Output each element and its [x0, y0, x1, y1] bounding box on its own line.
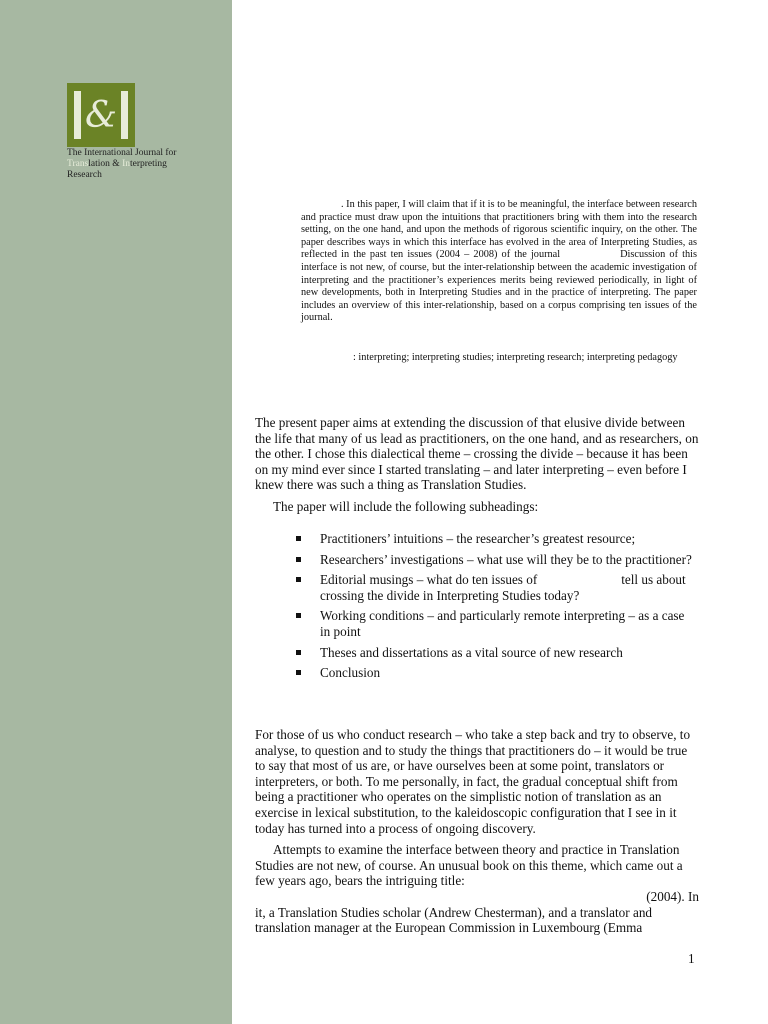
journal-name	[67, 148, 217, 181]
square-bullet-icon	[296, 670, 301, 675]
keywords-text: : interpreting; interpreting studies; interpreting research; interpreting pedagogy	[353, 352, 678, 363]
list-item-text-part2: tell us about crossing the divide in Interpreting Studies today?	[320, 572, 686, 603]
section-one-paragraph2-continued: it, a Translation Studies scholar (Andrew Chesterman), and a translator and translation manager at the European Commission in Luxembourg (Emma	[255, 904, 653, 936]
list-item	[296, 645, 696, 661]
list-item	[296, 531, 696, 547]
section-one-paragraph2: Attempts to examine the interface between theory and practice in Translation Studies are not new, of course. An unusual book on this theme, which came out a few years ago, bears the intriguing title:	[255, 842, 683, 889]
section-one	[255, 727, 699, 936]
intro-paragraph: The present paper aims at extending the discussion of that elusive divide between the life that many of us lead as practitioners, on the one hand, and as researchers, on the other. I chose this dialectical theme – crossing the divide – because it has been on my mind ever since I started translating – and later interpreting – even before I knew there was such a thing as Translation Studies.	[255, 415, 699, 493]
keywords	[301, 352, 697, 365]
journal-logo	[67, 83, 135, 147]
journal-name-line2	[67, 159, 217, 170]
section-one-paragraph1: For those of us who conduct research – who take a step back and try to observe, to analyse, to question and to study the things that practitioners do – it would be true to say that most of us are, or have ourselves been at some point, translators or interpreters, or both. To me personally, in fact, the gradual conceptual shift from being a practitioner who operates on the simplistic notion of translation as an exercise in lexical substitution, to the kaleidoscopic configuration that I see in it today has turned into a process of ongoing discovery.	[255, 727, 691, 836]
journal-name-line3: Research	[67, 170, 102, 180]
intro-section	[255, 415, 699, 515]
square-bullet-icon	[296, 650, 301, 655]
list-item	[296, 608, 696, 639]
abstract-text-part1: . In this paper, I will claim that if it is to be meaningful, the interface between research and practice must draw upon the intuitions that practitioners bring with them into the research setting, on the one hand, and upon the methods of rigorous scientific inquiry, on the other. The paper describes ways in which this interface has evolved in the area of Interpreting Studies, as reflected in the past ten issues (2004 – 2008) of the journal	[301, 199, 697, 261]
abstract-paragraph	[301, 199, 697, 325]
list-item	[296, 552, 696, 568]
page-number: 1	[688, 951, 695, 966]
journal-name-terpreting: terpreting	[130, 159, 167, 169]
sidebar	[0, 0, 232, 1024]
section-one-title-line: (2004). In	[646, 888, 699, 904]
list-item-text-part1: Editorial musings – what do ten issues of	[320, 572, 538, 588]
list-item	[296, 665, 696, 681]
square-bullet-icon	[296, 536, 301, 541]
square-bullet-icon	[296, 557, 301, 562]
abstract	[301, 199, 697, 325]
list-item-text: Researchers’ investigations – what use will they be to the practitioner?	[320, 551, 692, 567]
journal-name-lation: lation &	[88, 159, 123, 169]
abstract-text-part2: Discussion of this interface is not new, of course, but the inter-relationship between the academic investigation of interpreting and the practitioner’s experiences merits being reviewed periodically, in light of new developments, both in Interpreting Studies and in the practice of interpreting. The paper includes an overview of this inter-relationship, based on a corpus comprising ten issues of the journal.	[301, 249, 697, 324]
list-item-text: Practitioners’ intuitions – the researcher’s greatest resource;	[320, 531, 636, 546]
square-bullet-icon	[296, 577, 301, 582]
list-item	[296, 572, 696, 603]
list-item-text: Theses and dissertations as a vital source of new research	[320, 644, 623, 660]
journal-name-highlight-in: In	[122, 159, 130, 169]
subheadings-list	[296, 531, 696, 686]
journal-name-highlight-trans: Trans	[67, 159, 89, 169]
list-item-text: Conclusion	[320, 665, 381, 681]
list-item-text: Working conditions – and particularly remote interpreting – as a case in point	[320, 608, 685, 639]
ampersand-logo-icon	[67, 83, 135, 147]
svg-text:&: &	[84, 95, 118, 136]
journal-name-line1: The International Journal for	[67, 148, 177, 158]
subheadings-intro: The paper will include the following subheadings:	[273, 498, 539, 514]
square-bullet-icon	[296, 613, 301, 618]
